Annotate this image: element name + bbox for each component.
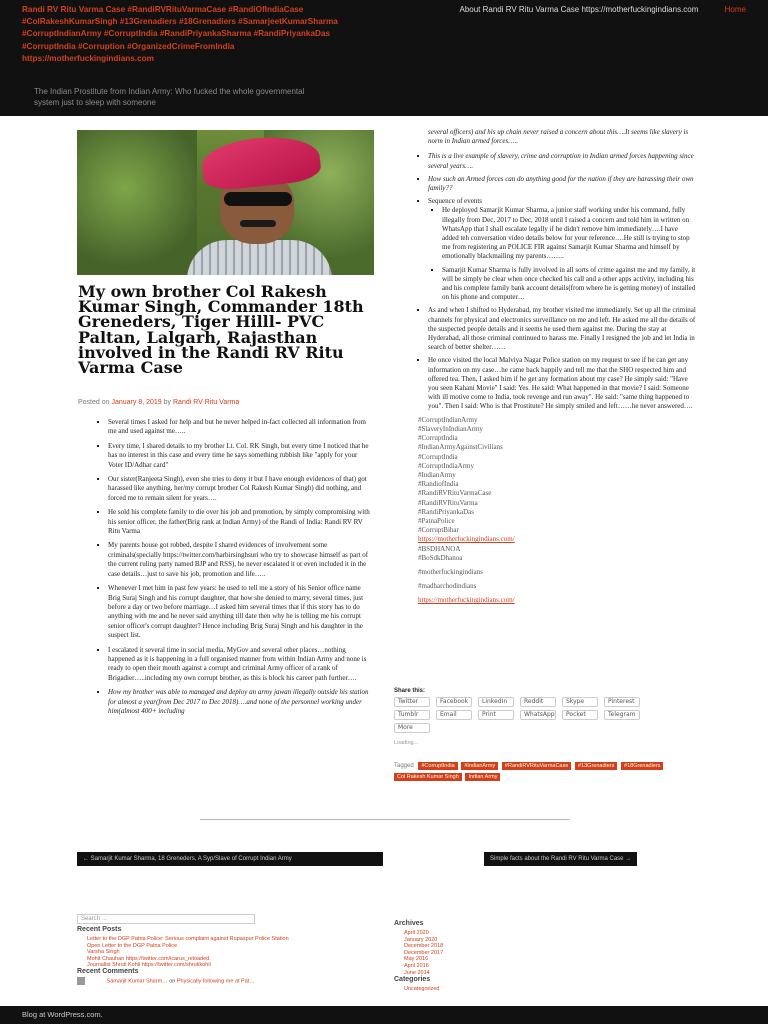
share-reddit-button[interactable]: Reddit	[520, 697, 556, 707]
archive-link[interactable]: May 2016	[404, 956, 429, 963]
tags-section	[394, 761, 694, 783]
site-title-link[interactable]: Randi RV Ritu Varma Case #RandiRVRituVarmaCase #RandiOfIndiaCase #ColRakeshKumarSingh #13Grenadiers #18Grenadiers #SamarjeetKumarSharma #CorruptIndianArmy #CorruptIndia #RandiPriyankaSharma #RandiPriyankaDas #CorruptIndia #Corruption #OrganizedCrimeFromIndia https://motherfuckingindians.com	[22, 5, 338, 63]
continued-text: several officers) and his up chain never raised a concern about this….It seems like slavery is norm in Indian armed forces…..	[428, 128, 689, 146]
hashtag: #RandiRVRituVarmaCase	[418, 489, 492, 498]
site-header	[0, 0, 768, 116]
share-row	[394, 697, 640, 707]
tag-link[interactable]: #RandiRVRituVarmaCase	[502, 762, 571, 770]
hashtag: #RandiofIndia	[418, 480, 459, 489]
archive-link[interactable]: June 2014	[404, 969, 430, 976]
archive-link[interactable]: December 2018	[404, 943, 444, 950]
site-description: The Indian Prostitute from Indian Army: Who fucked the whole governmental system just to sleep with someone	[34, 87, 305, 107]
next-post-button[interactable]: Simple facts about the Randi RV Ritu Varma Case →	[484, 852, 637, 866]
hashtag: #CorruptIndia	[418, 434, 458, 443]
share-print-button[interactable]: Print	[478, 710, 514, 720]
comment-author-link[interactable]: Samarjit Kumar Sharm…	[106, 978, 168, 985]
categories-heading: Categories	[394, 976, 431, 983]
post-title: My own brother Col Rakesh Kumar Singh, Commander 18th Greneders, Tiger Hilll- PVC Paltan, Lalgarh, Rajasthan involved in the Randi RV Ritu Varma Case	[78, 282, 364, 378]
list-item: ▪ Every time, I shared details to my brother Lt. Col. RK Singh, but every time I noticed that he has no interest in this case and every time he says something rubbish like "apply for your Voter ID/Adhar card"	[108, 442, 373, 470]
list-item: ▪ My parents house got robbed, despite I shared evidences of involvement some criminals(specially https://twitter.com/harbirsinghsuri who try to showcase himself as part of the current ruling party named BJP and RSS), he never escalated it or even included it in the case details…just to save his job, promotion and life…..	[108, 541, 373, 579]
categories-list	[394, 986, 439, 993]
loading-text: Loading...	[394, 740, 419, 746]
comment-post-link[interactable]: Physically following me at Pat…	[176, 978, 255, 985]
hashtag-list	[418, 416, 696, 606]
archive-link[interactable]: January 2020	[404, 936, 438, 943]
site-link[interactable]: https://motherfuckingindians.com/	[418, 596, 515, 605]
tagged-label: Tagged	[394, 763, 414, 769]
list-item: ▪ I escalated it several time in social media, MyGov and several other places…nothing happened as it is happening in a full organised manner from within Indian Army and none is ready to open their mouth against a corrupt and criminal Army officer of a rank of Brigadier…..including my own corrupt brother, as this is block his career path further….	[108, 646, 373, 684]
list-item: ▪ Whenever I met him in past few years: he used to tell me a story of his Senior office name Brig Suraj Singh and his corrupt daughter, that how she denied to marry, several times, just before a day or two before marriage…I asked him several times that if this story has to do anything with me and he never said anything till date then why he is telling me his corrupt senior officer's corrupt daughter? Hence including Brig Suraj Singh and his daughter in the suspect list.	[108, 584, 373, 640]
hashtag: #madharchodindians	[418, 582, 477, 591]
hashtag: #IndianArmyAgainstCivilians	[418, 443, 503, 452]
tag-link[interactable]: Col Rakesh Kumar Singh	[394, 773, 462, 781]
hashtag: #BoSdkDhanoa	[418, 553, 463, 562]
archive-link[interactable]: April 2020	[404, 930, 429, 936]
hashtag: #CorruptIndiaArmy	[418, 461, 474, 470]
archive-link[interactable]: December 2017	[404, 949, 444, 956]
list-item: ▪ How such an Armed forces can do anything good for the nation if they are harassing their own family??	[428, 175, 696, 193]
list-item: ▪ How my brother was able to managed and deploy an army jawan illegally outside his station for almost a year(from Dec 2017 to Dec 2018)….and none of the personnel working under him(almost 400+ including	[108, 688, 373, 716]
list-item: ▪ He sold his complete family to die over his job and promotion, by simply compromising with his senior officer, the father(Brig rank at Indian Army) of the Randi of India: Randi RV RV Ritu Varma	[108, 508, 373, 536]
share-email-button[interactable]: Email	[436, 710, 472, 720]
archive-link[interactable]: April 2016	[404, 962, 429, 969]
nav-home-link[interactable]: Home	[724, 5, 746, 14]
hashtag: #CorruptIndia	[418, 452, 458, 461]
hashtag: #motherfuckingindians	[418, 567, 483, 576]
nav-about-link[interactable]: About Randi RV Ritu Varma Case https://motherfuckingindians.com	[459, 5, 699, 14]
category-link[interactable]: Uncategorized	[404, 986, 440, 992]
post-meta	[78, 399, 239, 406]
share-facebook-button[interactable]: Facebook	[436, 697, 472, 707]
tag-link[interactable]: #18Grenadiers	[621, 762, 663, 770]
post-body-right	[418, 128, 696, 606]
recent-post-link[interactable]: Varsha Singh	[87, 949, 120, 956]
recent-posts-heading: Recent Posts	[77, 926, 122, 933]
share-linkedin-button[interactable]: LinkedIn	[478, 697, 514, 707]
share-twitter-button[interactable]: Twitter	[394, 697, 430, 707]
recent-post-link[interactable]: Open Letter to the DGP Patna Police	[87, 942, 178, 949]
list-item	[428, 197, 696, 302]
tag-link[interactable]: #IndianArmy	[461, 762, 498, 770]
list-item: ▪ He once visited the local Malviya Nagar Police station on my request to see if he can get any information on my case…he came back happily and tell me that the SHO respected him and offered tea. Then, I asked him if he get any formation about my case? He simply said: "Have you seen Kahani Movie" I said: Yes. He said: What happened in that movie? I said: Someone with ill motive come to India, took revenge and run away". He said: "same thing happened to you". Then I said: Who is that Prostitute? He simply smiled and left……he never answered….	[428, 356, 696, 411]
list-item: ▪ Our sister(Ranjeeta Singh), even she tries to deny it but I have enough evidences of that) got harassed like anything, her/my corrupt brother Col Rakesh Kumar Singh) did nothing, and forced me to remain silent for years….	[108, 475, 373, 503]
share-whatsapp-button[interactable]: WhatsApp	[520, 710, 556, 720]
main-content	[0, 116, 768, 1006]
recent-post-link[interactable]: Mohit Chauhan https://twitter.com/icarus_reloaded	[87, 955, 210, 962]
list-item: ▪ Several times I asked for help and but he never helped in-fact collected all information from me and used against me…..	[108, 418, 373, 437]
top-nav	[435, 5, 746, 14]
post-date-link[interactable]: January 8, 2019	[111, 399, 162, 406]
share-tumblr-button[interactable]: Tumblr	[394, 710, 430, 720]
archives-heading: Archives	[394, 920, 424, 927]
hashtag: #RandiPriyankaDas	[418, 507, 474, 516]
site-link[interactable]: https://motherfuckingindians.com/	[418, 535, 515, 544]
tag-link[interactable]: #13Grenadiers	[575, 762, 617, 770]
share-more-button[interactable]: More	[394, 723, 430, 733]
recent-comments-heading: Recent Comments	[77, 968, 139, 975]
search-input[interactable]: Search …	[77, 914, 255, 924]
recent-post-link[interactable]: Letter to the DGP Patna Police: Serious complaint against Rupaspur Police Station	[87, 936, 289, 942]
archives-list	[394, 930, 443, 976]
footer-wordpress-link[interactable]: Blog at WordPress.com.	[22, 1010, 103, 1019]
list-item: ▪ As and when I shifted to Hyderabad, my brother visited me immediately. Set up all the criminal channels for physical and electronics surveillance on me and left. He asked me all the details of the suspected people details and it seems he used them against me. During the stay at Hyderabad, all those criminal continued to harass me. Finally I resigned the job and let India in search of better shelter……	[428, 306, 696, 352]
recent-posts-list	[77, 936, 377, 969]
share-heading: Share this:	[394, 688, 426, 694]
share-pocket-button[interactable]: Pocket	[562, 710, 598, 720]
list-item: ▪ He deployed Samarjit Kumar Sharma, a junior staff working under his command, fully illegally from Dec, 2017 to Dec, 2018 until I raised a concern and told him in written on WhatsApp that I shall escalate legally if he didn't remove him immediately….I have added teh conversation video details below for your reference….He still is trying to stop me from registering an POLICE FIR against Samarjit Kumar Sharma and himself by emotionally blackmailing my parents……..	[442, 206, 696, 261]
share-row	[394, 710, 640, 720]
share-row	[394, 723, 430, 733]
share-pinterest-button[interactable]: Pinterest	[604, 697, 640, 707]
site-footer	[0, 1006, 768, 1024]
recent-post-link[interactable]: Journalist Shruti Kohli https://twitter.com/shrutikohli	[87, 962, 211, 969]
list-item: ▪ Samarjit Kumar Sharma is fully involved in all sorts of crime against me and my family, it will be simply be clear when once checked his call and a other apps activity, including his and his complete family bank account details(from where he is getting money) of installed on his phone and computer…	[442, 266, 696, 303]
hashtag: #SlaveryInIndianArmy	[418, 424, 483, 433]
by-label: by	[163, 399, 172, 406]
hashtag: #BSDHANOA	[418, 544, 461, 553]
tag-link[interactable]: Indian Army	[465, 773, 500, 781]
hashtag: #PatnaPolice	[418, 516, 455, 525]
share-telegram-button[interactable]: Telegram	[604, 710, 640, 720]
hashtag: #CorruptIndianArmy	[418, 415, 478, 424]
hashtag: #CorruptBihar	[418, 526, 459, 535]
hashtag: #IndianArmy	[418, 470, 456, 479]
post-author-link[interactable]: Randi RV Ritu Varma	[173, 399, 240, 406]
list-item: ▪ This is a live example of slavery, crime and corruption in Indian armed forces happening since several years….	[428, 152, 696, 170]
hashtag: #RandiRVRituVarma	[418, 498, 478, 507]
tag-link[interactable]: #CorruptIndia	[418, 762, 457, 770]
divider	[200, 819, 570, 820]
prev-post-button[interactable]: ← Samarjit Kumar Sharma, 18 Greneders, A Syp/Slave of Corrupt Indian Army	[77, 852, 383, 866]
avatar	[77, 977, 85, 985]
recent-comment	[77, 977, 255, 985]
comment-on-label: on	[169, 978, 176, 985]
featured-image	[77, 130, 374, 275]
posted-on-label: Posted on	[78, 399, 110, 406]
sequence-label: Sequence of events	[428, 197, 483, 206]
post-body-left	[98, 418, 373, 721]
share-skype-button[interactable]: Skype	[562, 697, 598, 707]
